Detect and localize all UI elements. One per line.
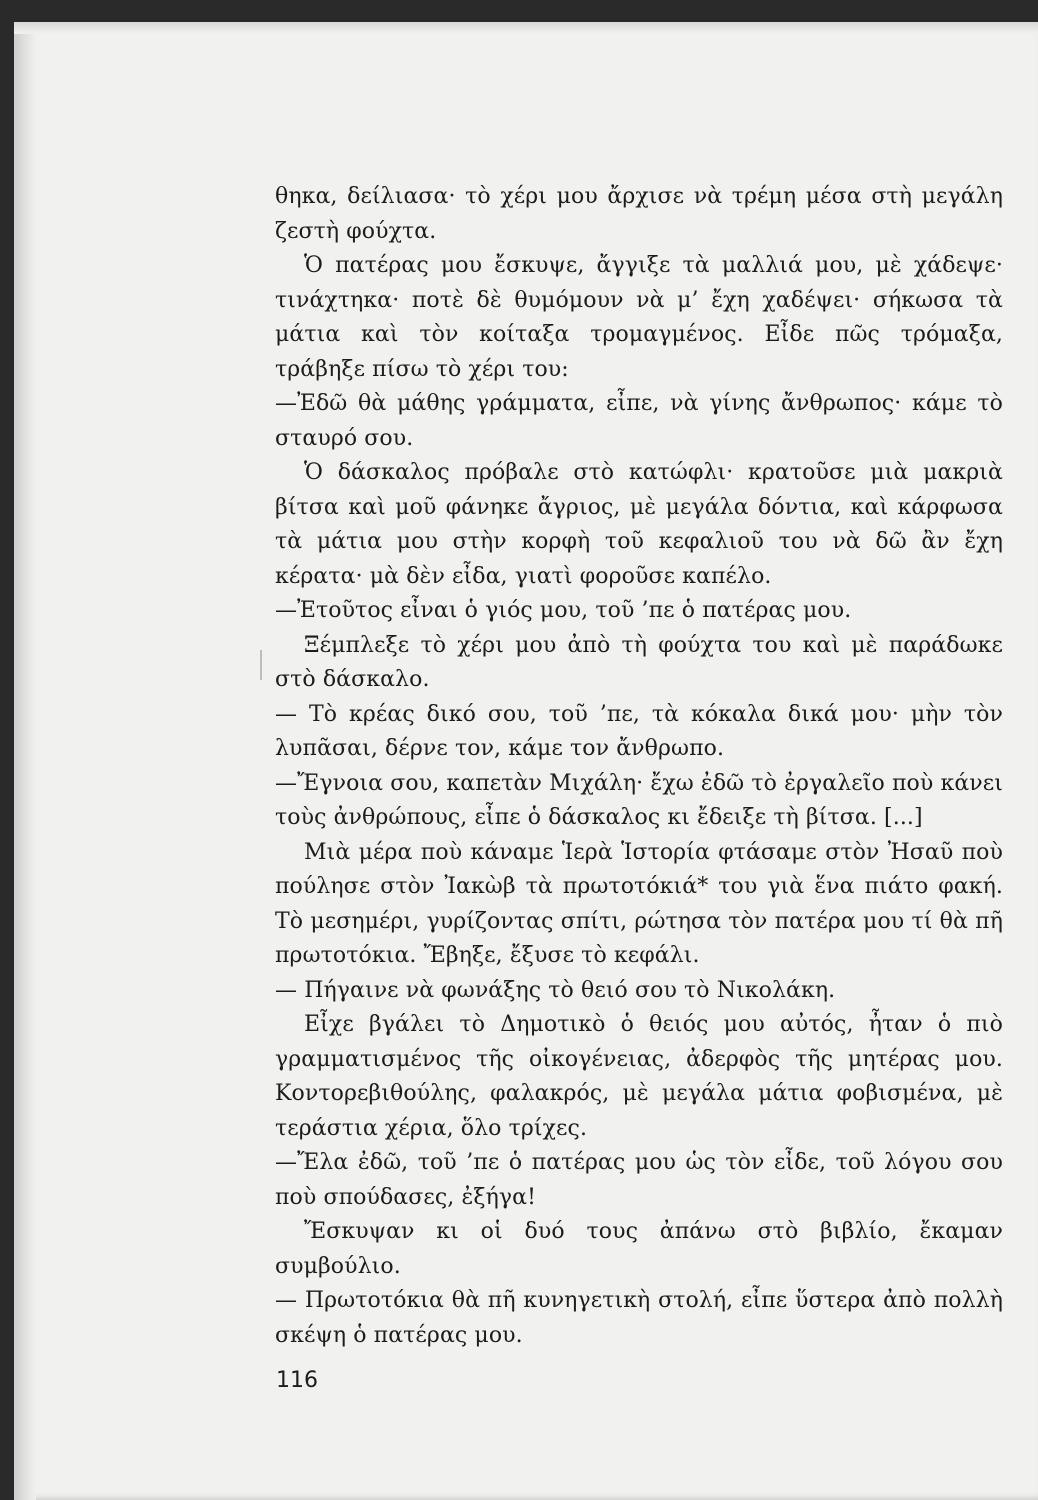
paragraph-8: —Ἔγνοια σου, καπετὰν Μιχάλη· ἔχω ἐδῶ τὸ ἐργαλεῖο ποὺ κάνει τοὺς ἀνθρώπους, εἶπε ὁ δάσκαλος κι ἔδειξε τὴ βίτσα. [...] (275, 770, 1003, 830)
paragraph-14: — Πρωτοτόκια θὰ πῆ κυνηγετικὴ στολή, εἶπε ὕστερα ἀπὸ πολλὴ σκέψη ὁ πατέρας μου. (275, 1288, 1003, 1348)
paragraph-10: — Πήγαινε νὰ φωνάξης τὸ θειό σου τὸ Νικολάκη. (275, 977, 836, 1003)
paragraph-11: Εἶχε βγάλει τὸ Δημοτικὸ ὁ θειός μου αὐτός, ἦταν ὁ πιὸ γραμματισμένος τῆς οἰκογένειας, ἀδερφὸς τῆς μητέρας μου. Κοντορεβιθούλης, φαλακρός, μὲ μεγάλα μάτια φοβισμένα, μὲ τεράστια χέρια, ὅλο τρίχες. (275, 1012, 1003, 1141)
page-number: 116 (276, 1368, 318, 1393)
margin-pencil-mark (260, 650, 262, 680)
paragraph-13: Ἔσκυψαν κι οἱ δυό τους ἀπάνω στὸ βιβλίο, ἔκαμαν συμβούλιο. (275, 1219, 1003, 1279)
paragraph-1: θηκα, δείλιασα· τὸ χέρι μου ἄρχισε νὰ τρέμη μέσα στὴ μεγάλη ζεστὴ φούχτα. (275, 184, 1003, 244)
paragraph-2: Ὁ πατέρας μου ἔσκυψε, ἄγγιξε τὰ μαλλιά μου, μὲ χάδεψε· τινάχτηκα· ποτὲ δὲ θυμόμουν νὰ μ’ ἔχη χαδέψει· σήκωσα τὰ μάτια καὶ τὸν κοίταξα τρομαγμένος. Εἶδε πῶς τρόμαξα, τράβηξε πίσω τὸ χέρι του: (275, 253, 1003, 382)
paragraph-3: —Ἐδῶ θὰ μάθης γράμματα, εἶπε, νὰ γίνης ἄνθρωπος· κάμε τὸ σταυρό σου. (275, 391, 1003, 451)
paragraph-7: — Τὸ κρέας δικό σου, τοῦ ’πε, τὰ κόκαλα δικά μου· μὴν τὸν λυπᾶσαι, δέρνε τον, κάμε τον ἄνθρωπο. (275, 701, 1003, 761)
paragraph-5: —Ἐτοῦτος εἶναι ὁ γιός μου, τοῦ ’πε ὁ πατέρας μου. (275, 598, 852, 623)
body-text (275, 180, 1003, 1353)
paragraph-9: Μιὰ μέρα ποὺ κάναμε Ἱερὰ Ἱστορία φτάσαμε στὸν Ἠσαῦ ποὺ πούλησε στὸν Ἰακὼβ τὰ πρωτοτόκιά* του γιὰ ἕνα πιάτο φακή. Τὸ μεσημέρι, γυρίζοντας σπίτι, ρώτησα τὸν πατέρα μου τί θὰ πῆ πρωτοτόκια. Ἔβηξε, ἔξυσε τὸ κεφάλι. (275, 839, 1003, 968)
book-page (14, 22, 1038, 1500)
paragraph-12: —Ἔλα ἐδῶ, τοῦ ’πε ὁ πατέρας μου ὡς τὸν εἶδε, τοῦ λόγου σου ποὺ σπούδασες, ἐξήγα! (275, 1150, 1003, 1210)
paragraph-6: Ξέμπλεξε τὸ χέρι μου ἀπὸ τὴ φούχτα του καὶ μὲ παράδωκε στὸ δάσκαλο. (275, 632, 1003, 692)
paragraph-4: Ὁ δάσκαλος πρόβαλε στὸ κατώφλι· κρατοῦσε μιὰ μακριὰ βίτσα καὶ μοῦ φάνηκε ἄγριος, μὲ μεγάλα δόντια, καὶ κάρφωσα τὰ μάτια μου στὴν κορφὴ τοῦ κεφαλιοῦ του νὰ δῶ ἂν ἔχη κέρατα· μὰ δὲν εἶδα, γιατὶ φοροῦσε καπέλο. (275, 460, 1003, 589)
